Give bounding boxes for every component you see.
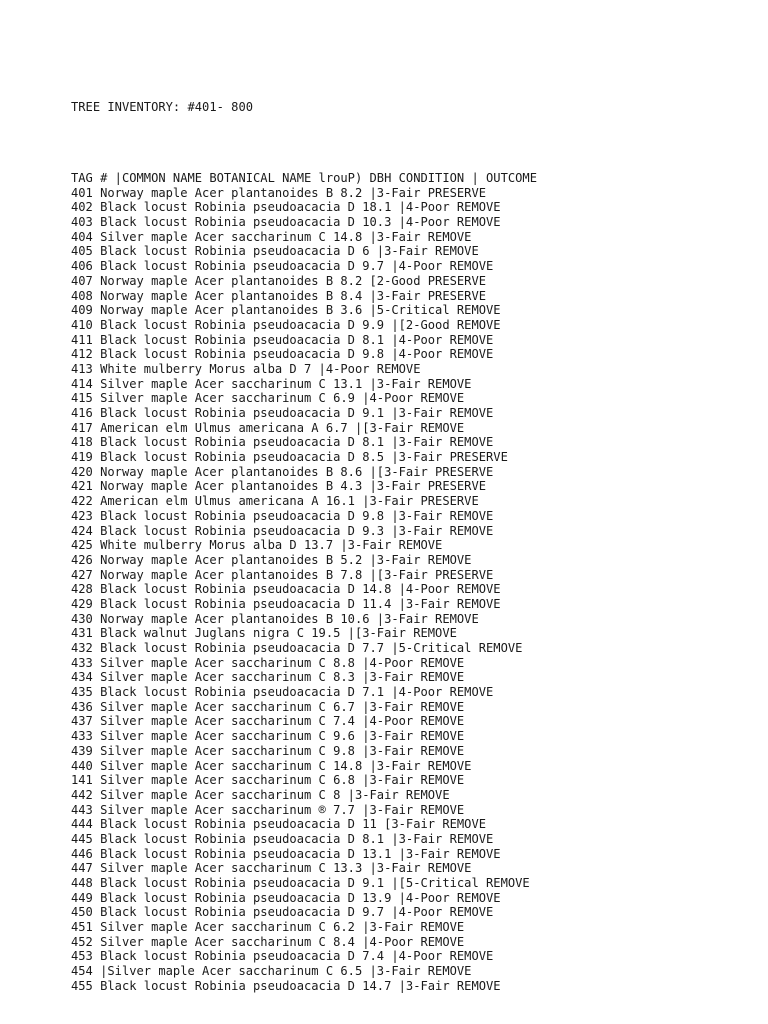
- inventory-row: 141 Silver maple Acer saccharinum C 6.8 |3-Fair REMOVE: [71, 773, 465, 788]
- inventory-row: 437 Silver maple Acer saccharinum C 7.4 |4-Poor REMOVE: [71, 714, 465, 729]
- inventory-row: 436 Silver maple Acer saccharinum C 6.7 |3-Fair REMOVE: [71, 699, 465, 714]
- inventory-row: 440 Silver maple Acer saccharinum C 14.8 |3-Fair REMOVE: [71, 758, 472, 773]
- inventory-row: 410 Black locust Robinia pseudoacacia D 9.9 |[2-Good REMOVE: [71, 317, 501, 332]
- inventory-row: 414 Silver maple Acer saccharinum C 13.1 |3-Fair REMOVE: [71, 376, 472, 391]
- inventory-row: 443 Silver maple Acer saccharinum ® 7.7 |3-Fair REMOVE: [71, 802, 465, 817]
- inventory-row: 451 Silver maple Acer saccharinum C 6.2 |3-Fair REMOVE: [71, 920, 465, 935]
- inventory-row: 411 Black locust Robinia pseudoacacia D 8.1 |4-Poor REMOVE: [71, 332, 494, 347]
- inventory-row: 431 Black walnut Juglans nigra C 19.5 |[3-Fair REMOVE: [71, 626, 457, 641]
- inventory-row: 413 White mulberry Morus alba D 7 |4-Poor REMOVE: [71, 361, 421, 376]
- inventory-row: 448 Black locust Robinia pseudoacacia D 9.1 |[5-Critical REMOVE: [71, 876, 530, 890]
- inventory-row: 444 Black locust Robinia pseudoacacia D 11 [3-Fair REMOVE: [71, 817, 487, 832]
- inventory-row: 421 Norway maple Acer plantanoides B 4.3 |3-Fair PRESERVE: [71, 479, 487, 494]
- inventory-row: 446 Black locust Robinia pseudoacacia D 13.1 |3-Fair REMOVE: [71, 846, 501, 861]
- inventory-row: 420 Norway maple Acer plantanoides B 8.6 |[3-Fair PRESERVE: [71, 464, 494, 479]
- inventory-row: 415 Silver maple Acer saccharinum C 6.9 |4-Poor REMOVE: [71, 391, 465, 406]
- inventory-row: 422 American elm Ulmus americana A 16.1 |3-Fair PRESERVE: [71, 494, 479, 509]
- inventory-lines: [71, 171, 758, 994]
- inventory-row: 433 Silver maple Acer saccharinum C 9.6 |3-Fair REMOVE: [71, 729, 465, 744]
- inventory-row: 405 Black locust Robinia pseudoacacia D 6 |3-Fair REMOVE: [71, 244, 479, 259]
- inventory-row: 439 Silver maple Acer saccharinum C 9.8 |3-Fair REMOVE: [71, 743, 465, 758]
- document-title: TREE INVENTORY: #401- 800: [71, 100, 254, 114]
- inventory-row: 425 White mulberry Morus alba D 13.7 |3-Fair REMOVE: [71, 538, 443, 553]
- inventory-row: 424 Black locust Robinia pseudoacacia D 9.3 |3-Fair REMOVE: [71, 523, 494, 538]
- inventory-row: 433 Silver maple Acer saccharinum C 8.8 |4-Poor REMOVE: [71, 655, 465, 670]
- inventory-row: 423 Black locust Robinia pseudoacacia D 9.8 |3-Fair REMOVE: [71, 508, 494, 523]
- inventory-row: 449 Black locust Robinia pseudoacacia D 13.9 |4-Poor REMOVE: [71, 890, 501, 905]
- inventory-row: 428 Black locust Robinia pseudoacacia D 14.8 |4-Poor REMOVE: [71, 582, 501, 597]
- document-page: [71, 71, 758, 1008]
- inventory-row: 429 Black locust Robinia pseudoacacia D 11.4 |3-Fair REMOVE: [71, 596, 501, 611]
- inventory-row: 455 Black locust Robinia pseudoacacia D 14.7 |3-Fair REMOVE: [71, 978, 501, 993]
- inventory-row: 442 Silver maple Acer saccharinum C 8 |3-Fair REMOVE: [71, 787, 450, 802]
- inventory-row: 435 Black locust Robinia pseudoacacia D 7.1 |4-Poor REMOVE: [71, 685, 494, 700]
- inventory-row: 407 Norway maple Acer plantanoides B 8.2 [2-Good PRESERVE: [71, 273, 487, 288]
- inventory-row: 418 Black locust Robinia pseudoacacia D 8.1 |3-Fair REMOVE: [71, 435, 494, 450]
- inventory-row: 402 Black locust Robinia pseudoacacia D 18.1 |4-Poor REMOVE: [71, 200, 501, 215]
- inventory-row: 447 Silver maple Acer saccharinum C 13.3 |3-Fair REMOVE: [71, 861, 472, 876]
- inventory-row: 427 Norway maple Acer plantanoides B 7.8 |[3-Fair PRESERVE: [71, 567, 494, 582]
- inventory-row: 419 Black locust Robinia pseudoacacia D 8.5 |3-Fair PRESERVE: [71, 450, 508, 465]
- inventory-row: 409 Norway maple Acer plantanoides B 3.6 |5-Critical REMOVE: [71, 303, 501, 318]
- inventory-row: 450 Black locust Robinia pseudoacacia D 9.7 |4-Poor REMOVE: [71, 905, 494, 920]
- inventory-row: 417 American elm Ulmus americana A 6.7 |[3-Fair REMOVE: [71, 420, 465, 435]
- inventory-row: 432 Black locust Robinia pseudoacacia D 7.7 |5-Critical REMOVE: [71, 641, 523, 655]
- inventory-row: 401 Norway maple Acer plantanoides B 8.2 |3-Fair PRESERVE: [71, 185, 487, 200]
- inventory-row: 416 Black locust Robinia pseudoacacia D 9.1 |3-Fair REMOVE: [71, 406, 494, 420]
- inventory-row: 434 Silver maple Acer saccharinum C 8.3 |3-Fair REMOVE: [71, 670, 465, 685]
- inventory-row: 445 Black locust Robinia pseudoacacia D 8.1 |3-Fair REMOVE: [71, 831, 494, 846]
- inventory-row: 426 Norway maple Acer plantanoides B 5.2 |3-Fair REMOVE: [71, 552, 472, 567]
- inventory-row: 412 Black locust Robinia pseudoacacia D 9.8 |4-Poor REMOVE: [71, 347, 494, 362]
- inventory-row: 453 Black locust Robinia pseudoacacia D 7.4 |4-Poor REMOVE: [71, 949, 494, 964]
- inventory-row: 452 Silver maple Acer saccharinum C 8.4 |4-Poor REMOVE: [71, 934, 465, 949]
- inventory-row: 403 Black locust Robinia pseudoacacia D 10.3 |4-Poor REMOVE: [71, 215, 501, 230]
- inventory-row: 454 |Silver maple Acer saccharinum C 6.5 |3-Fair REMOVE: [71, 964, 472, 979]
- table-header-line: TAG # |COMMON NAME BOTANICAL NAME lrouP) DBH CONDITION | OUTCOME: [71, 171, 537, 185]
- inventory-row: 408 Norway maple Acer plantanoides B 8.4 |3-Fair PRESERVE: [71, 288, 487, 303]
- inventory-row: 404 Silver maple Acer saccharinum C 14.8 |3-Fair REMOVE: [71, 229, 472, 244]
- inventory-row: 430 Norway maple Acer plantanoides B 10.6 |3-Fair REMOVE: [71, 611, 479, 626]
- inventory-row: 406 Black locust Robinia pseudoacacia D 9.7 |4-Poor REMOVE: [71, 259, 494, 274]
